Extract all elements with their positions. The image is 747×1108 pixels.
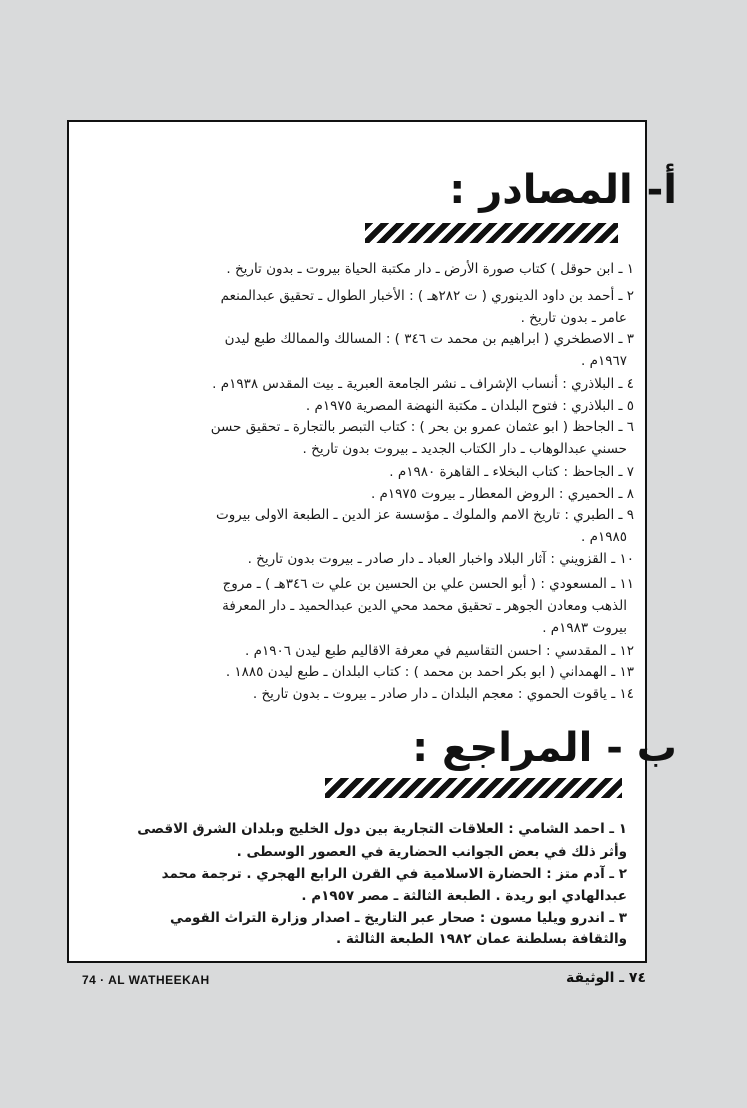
- references-line: وأثر ذلك في بعض الجوانب الحضارية في العصور الوسطى .: [236, 844, 627, 860]
- sources-line: عامر ـ بدون تاريخ .: [520, 310, 627, 326]
- sources-line: ١٠ ـ القزويني : آثار البلاد واخبار العباد ـ دار صادر ـ بيروت بدون تاريخ .: [247, 551, 634, 567]
- sources-line: بيروت ١٩٨٣م .: [542, 620, 627, 636]
- sources-line: ١ ـ ابن حوقل ) كتاب صورة الأرض ـ دار مكتبة الحياة بيروت ـ بدون تاريخ .: [226, 261, 634, 277]
- sources-hatch-divider: [365, 223, 618, 243]
- sources-line: ٢ ـ أحمد بن داود الدينوري ( ت ٢٨٢هـ ) : الأخبار الطوال ـ تحقيق عبدالمنعم: [220, 288, 634, 304]
- sources-line: ١٩٨٥م .: [581, 529, 627, 545]
- footer-right-page-number: ٧٤ ـ الوثيقة: [566, 970, 646, 986]
- sources-line: ٧ ـ الجاحظ : كتاب البخلاء ـ القاهرة ١٩٨٠م .: [389, 464, 634, 480]
- sources-heading: أ- المصادر :: [449, 167, 677, 213]
- footer-left-page-number: 74 · AL WATHEEKAH: [82, 973, 210, 987]
- sources-line: ٥ ـ البلاذري : فتوح البلدان ـ مكتبة النهضة المصرية ١٩٧٥م .: [305, 398, 634, 414]
- references-line: والثقافة بسلطنة عمان ١٩٨٢ الطبعة الثالثة .: [336, 931, 627, 947]
- sources-line: ١٣ ـ الهمداني ( ابو بكر احمد بن محمد ) : كتاب البلدان ـ طبع ليدن ١٨٨٥ .: [225, 664, 634, 680]
- sources-line: ١٩٦٧م .: [581, 353, 627, 369]
- references-heading: ب - المراجع :: [412, 725, 677, 771]
- sources-line: ٩ ـ الطبري : تاريخ الامم والملوك ـ مؤسسة عز الدين ـ الطبعة الاولى بيروت: [216, 507, 634, 523]
- sources-line: ٣ ـ الاصطخري ( ابراهيم بن محمد ت ٣٤٦ ) : المسالك والممالك طبع ليدن: [224, 331, 634, 347]
- references-line: ٣ ـ اندرو ويليا مسون : صحار عبر التاريخ ـ اصدار وزارة التراث القومي: [170, 910, 627, 926]
- sources-line: ٦ ـ الجاحظ ( ابو عثمان عمرو بن بحر ) : كتاب التبصر بالتجارة ـ تحقيق حسن: [210, 419, 634, 435]
- sources-line: الذهب ومعادن الجوهر ـ تحقيق محمد محي الدين عبدالحميد ـ دار المعرفة: [222, 598, 627, 614]
- sources-line: ٨ ـ الحميري : الروض المعطار ـ بيروت ١٩٧٥م .: [370, 486, 634, 502]
- references-line: ١ ـ احمد الشامي : العلاقات التجارية بين دول الخليج وبلدان الشرق الاقصى: [137, 821, 627, 837]
- sources-line: حسني عبدالوهاب ـ دار الكتاب الجديد ـ بيروت بدون تاريخ .: [302, 441, 627, 457]
- sources-line: ١٢ ـ المقدسي : احسن التقاسيم في معرفة الاقاليم طبع ليدن ١٩٠٦م .: [245, 643, 634, 659]
- sources-line: ١٤ ـ ياقوت الحموي : معجم البلدان ـ دار صادر ـ بيروت ـ بدون تاريخ .: [252, 686, 634, 702]
- references-line: ٢ ـ آدم متز : الحضارة الاسلامية في القرن الرابع الهجري . ترجمة محمد: [161, 866, 627, 882]
- sources-line: ٤ ـ البلاذري : أنساب الإشراف ـ نشر الجامعة العبرية ـ بيت المقدس ١٩٣٨م .: [212, 376, 634, 392]
- sources-line: ١١ ـ المسعودي : ( أبو الحسن علي بن الحسين بن علي ت ٣٤٦هـ ) ـ مروج: [222, 576, 634, 592]
- references-line: عبدالهادي ابو ريدة . الطبعة الثالثة ـ مصر ١٩٥٧م .: [301, 888, 627, 904]
- references-hatch-divider: [325, 778, 622, 798]
